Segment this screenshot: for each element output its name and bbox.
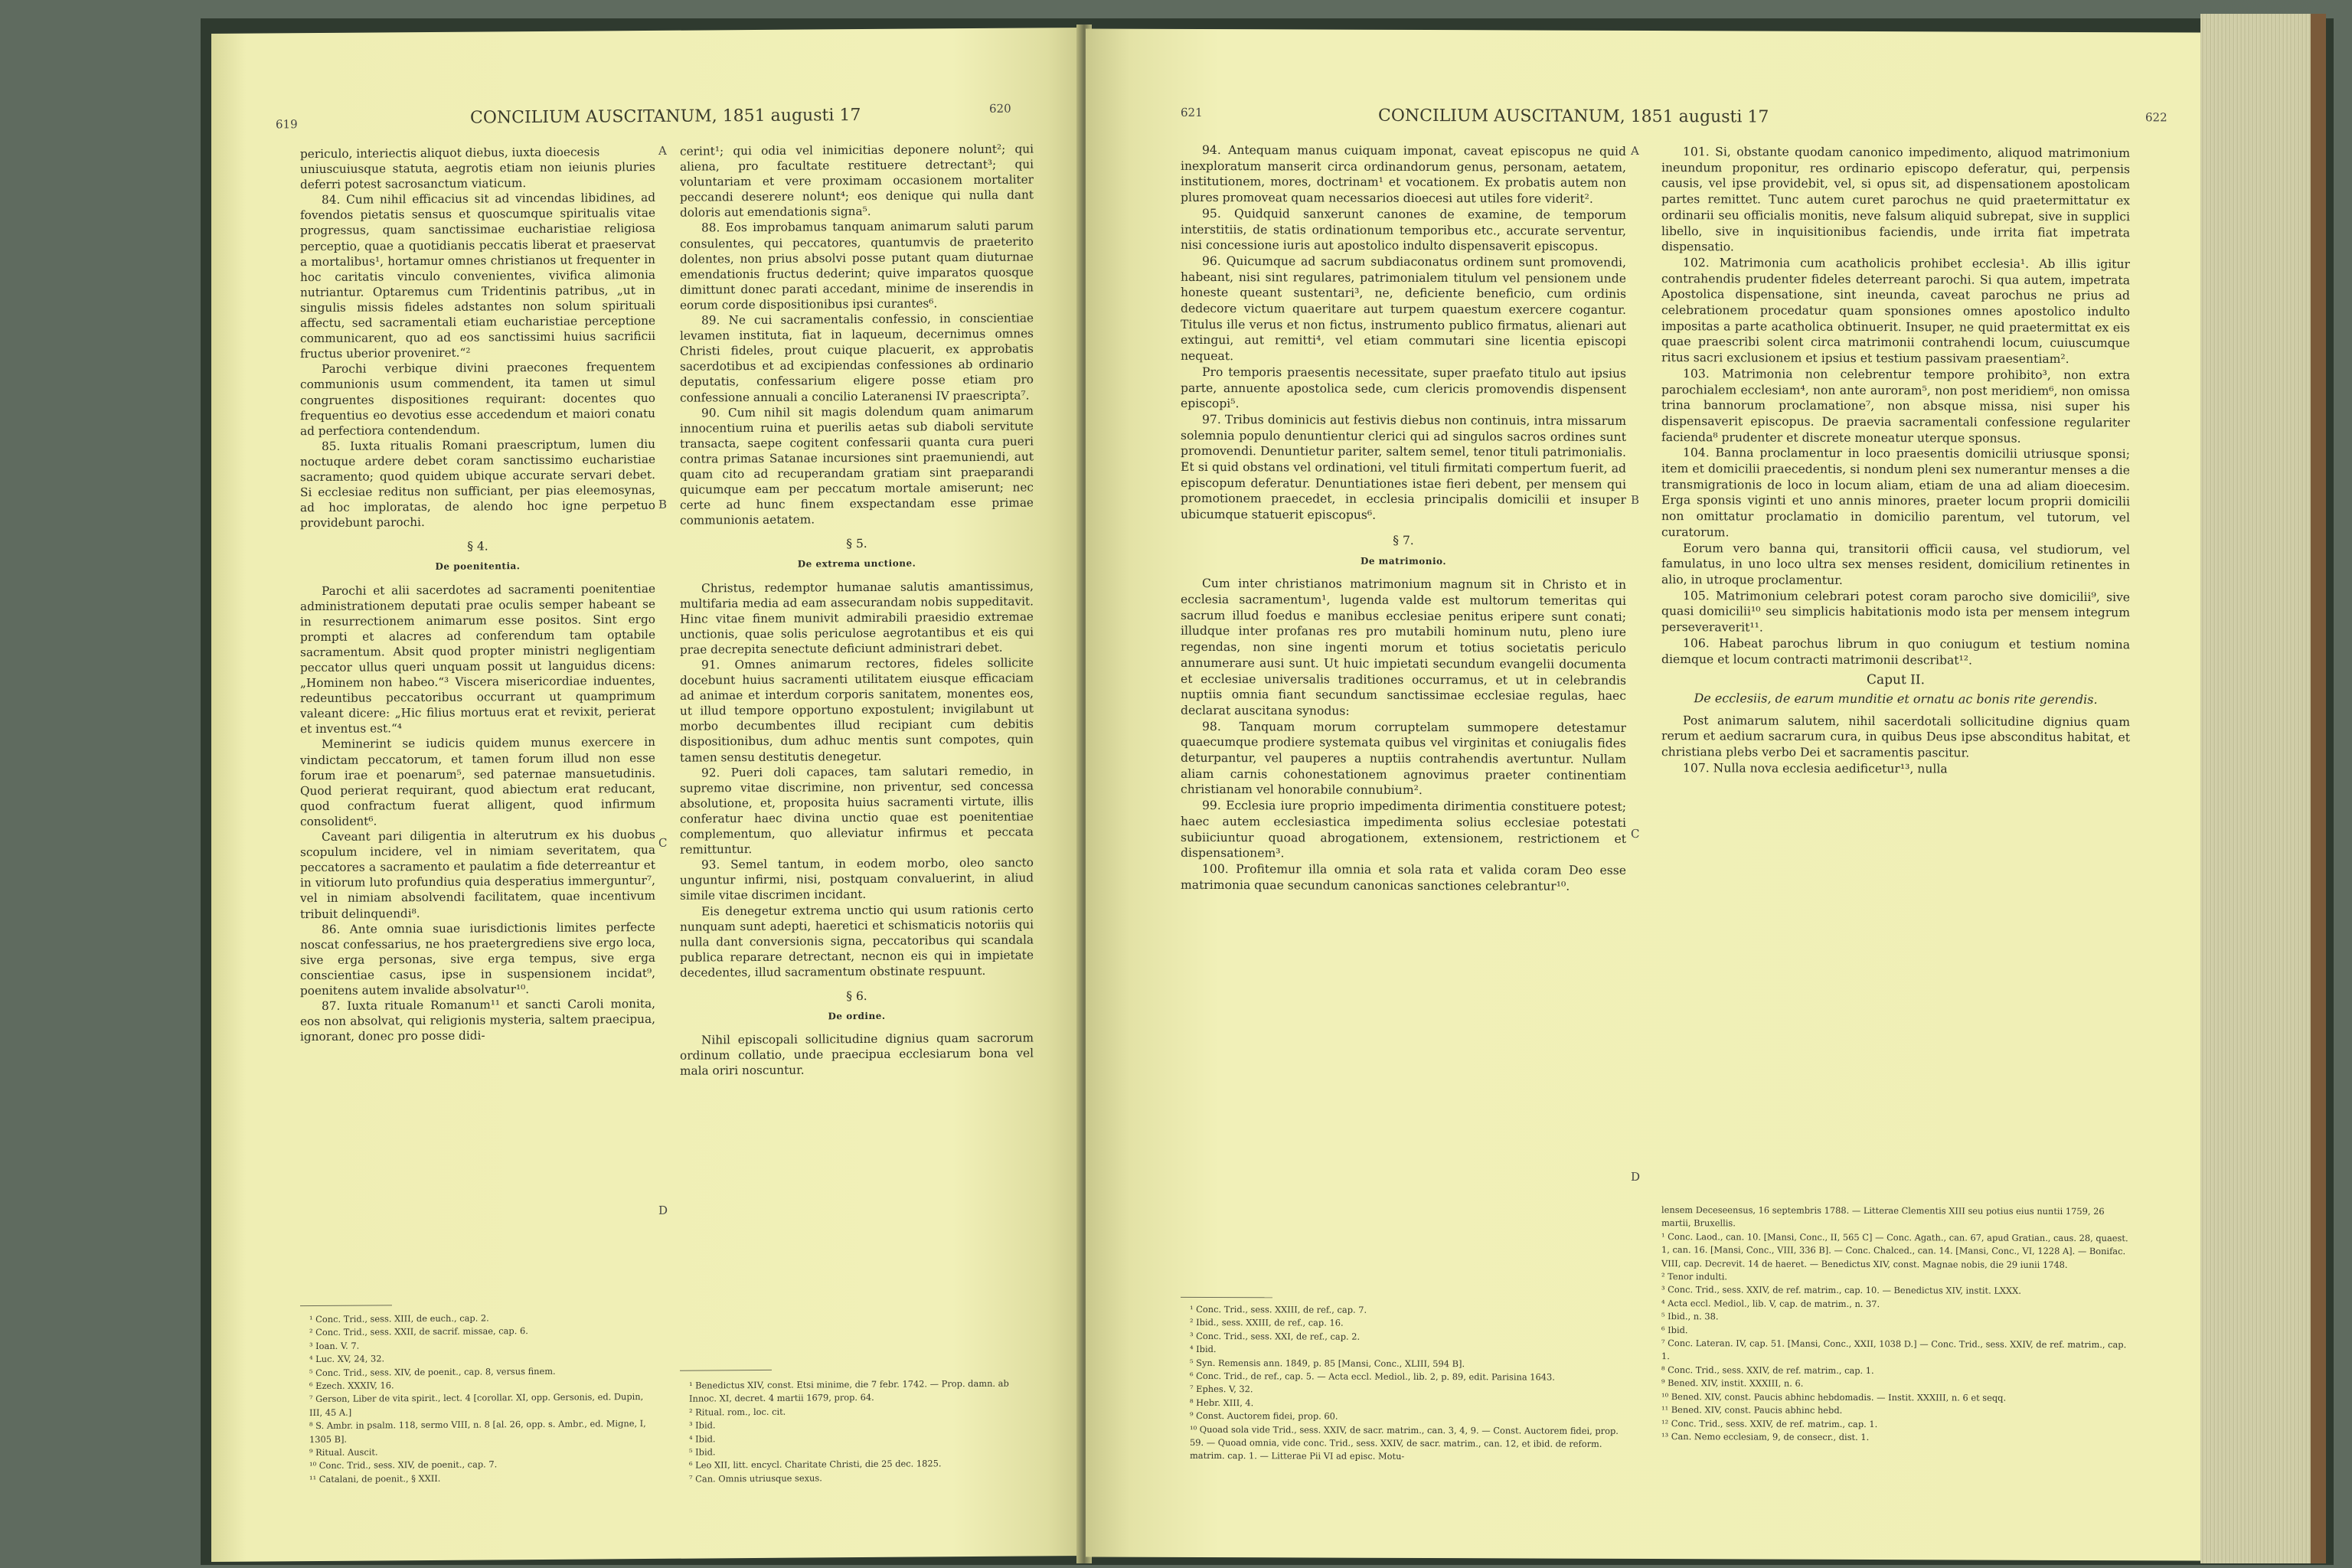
paragraph: 97. Tribus dominicis aut festivis diebus non continuis, intra missarum solemnia populo denuntientur clerici qui ad singulos sacros ordines sunt promovendi. Denuntietur pariter, saltem semel, tenor tituli patrimonialis. Et si quid obstans vel ordinationi, vel tituli firmitati compertum fuerit, ad episcopum deferatur. Denuntiationes istae fieri debent, per mensem qui promotionem praecedet, in ecclesia principalis domicilii et insuper ubicumque statuerit episcopus⁶. bbox=[1181, 412, 1626, 522]
paragraph: Eorum vero banna qui, transitorii officii causa, vel studiorum, vel famulatus, in uno loco ultra sex menses resident, domicilium retinentes in alio, in utroque proclamentur. bbox=[1661, 541, 2130, 587]
footnote: ¹⁰ Bened. XIV, const. Paucis abhinc hebdomadis. — Instit. XXXIII, n. 6 et seqq. bbox=[1661, 1390, 2007, 1403]
section-number: § 6. bbox=[846, 988, 867, 1004]
footnotes-left-a bbox=[309, 1311, 655, 1486]
footnote: ⁷ Conc. Lateran. IV, cap. 51. [Mansi, Conc., XXII, 1038 D.] — Conc. Trid., sess. XXIV, de ref. matrim., cap. 1. bbox=[1661, 1338, 2127, 1362]
paragraph: 88. Eos improbamus tanquam animarum saluti parum consulentes, qui peccatores, quantumvis de praeterito dolentes, non prius absolvi posse putant quam diuturnae emendationis fructus dederint; quive imparatos quosque dimittunt donec parati accedant, minime de inserendis in eorum corde dispositionibus ipsi curantes⁶. bbox=[680, 218, 1034, 312]
page-number-right: 621 bbox=[1181, 105, 1203, 119]
footnote: lensem Deceseensus, 16 septembris 1788. — Litterae Clementis XIII seu potius eius nuntii 1759, 26 martii, Bruxellis. bbox=[1661, 1204, 2105, 1229]
right-page bbox=[1086, 28, 2200, 1560]
margin-letter: B bbox=[658, 497, 668, 511]
paragraph: 93. Semel tantum, in eodem morbo, oleo sancto unguntur infirmi, nisi, postquam convaluerint, in aliud simile vitae discrimen incidant. bbox=[680, 855, 1034, 903]
footnote: ⁶ Ibid. bbox=[1661, 1324, 1688, 1335]
paragraph: 86. Ante omnia suae iurisdictionis limites perfecte noscat confessarius, ne hos praetergrediens sive ergo loca, sive erga personas, sive erga tempus, sive erga conscientiae casus, ipse in suspensionem incidat⁹, poenitens autem invalide absolvatur¹⁰. bbox=[300, 920, 655, 998]
footnote: ⁷ Gerson, Liber de vita spirit., lect. 4 [corollar. XI, opp. Gersonis, ed. Dupin, III, 45 A.] bbox=[309, 1391, 644, 1418]
footnote: ⁵ Ibid., n. 38. bbox=[1661, 1311, 1719, 1322]
paragraph: 99. Ecclesia iure proprio impedimenta dirimentia constituere potest; haec autem ecclesiastica impedimenta solius ecclesiae potestati subiiciuntur quoad abrogationem, extensionem, restrictionem et dispensationem³. bbox=[1181, 799, 1626, 861]
left-col-a bbox=[300, 144, 655, 1045]
section-number: § 5. bbox=[846, 537, 867, 551]
section-number: § 4. bbox=[467, 539, 488, 554]
footnote-rule bbox=[1181, 1297, 1272, 1298]
footnote: ² Ibid., sess. XXIII, de ref., cap. 16. bbox=[1190, 1317, 1344, 1329]
margin-letter: C bbox=[658, 835, 668, 850]
footnote-rule bbox=[300, 1305, 392, 1306]
paragraph: 91. Omnes animarum rectores, fideles sollicite docebunt huius sacramenti utilitatem eiusque efficaciam ad animae et interdum corporis sanitatem, monentes eos, ut illud tempore opportuno expostulent; invigilabunt ut morbo decumbentes illud recipiant cum debitis dispositionibus, dum adhuc mentis sunt compotes, quin tamen sensu destitutis denegetur. bbox=[680, 655, 1034, 765]
footnote: ⁴ Ibid. bbox=[689, 1432, 716, 1445]
footnote: ² Conc. Trid., sess. XXII, de sacrif. missae, cap. 6. bbox=[309, 1325, 528, 1338]
footnote: ⁷ Ephes. V, 32. bbox=[1190, 1383, 1253, 1395]
footnote: ³ Conc. Trid., sess. XXI, de ref., cap. 2. bbox=[1190, 1330, 1361, 1342]
paragraph: 87. Iuxta rituale Romanum¹¹ et sancti Caroli monita, eos non absolvat, qui religionis mysteria, saltem praecipua, ignorant, donec pro posse didi- bbox=[300, 996, 655, 1044]
footnote: ¹² Conc. Trid., sess. XXIV, de ref. matrim., cap. 1. bbox=[1661, 1417, 1878, 1429]
footnote: ⁸ Conc. Trid., sess. XXIV, de ref. matrim., cap. 1. bbox=[1661, 1364, 1874, 1376]
footnote: ¹ Benedictus XIV, const. Etsi minime, die 7 febr. 1742. — Prop. damn. ab Innoc. XI, decret. 4 martii 1679, prop. 64. bbox=[689, 1377, 1009, 1405]
footnote: ⁷ Can. Omnis utriusque sexus. bbox=[689, 1472, 822, 1485]
paragraph: 107. Nulla nova ecclesia aedificetur¹³, nulla bbox=[1683, 760, 1948, 776]
footnote: ² Tenor indulti. bbox=[1661, 1271, 1727, 1282]
paragraph: 92. Pueri doli capaces, tam salutari remedio, in supremo vitae discrimine, non priventur, sed concessa absolutione, et, proposita huius sacramenti virtute, illis conferatur haec divina unctio quae est poenitentiae complementum, quo alleviatur infirmus et peccata remittuntur. bbox=[680, 763, 1034, 857]
footnote: ⁹ Bened. XIV, instit. XXXIII, n. 6. bbox=[1661, 1377, 1804, 1390]
paragraph: 101. Si, obstante quodam canonico impedimento, aliquod matrimonium ineundum proponitur, res ordinario episcopo deferatur, qui, perpensis causis, vel ipse providebit, vel, si opus sit, ad dispensationem apostolicam partes remittet. Tunc autem curet parochus ne quid praetermittatur ex ordinarii seu officialis monitis, neve falsum aliquid subrepat, sive in supplici libello, sive in inquisitionibus faciendis, unde irrita fiat impetrata dispensatio. bbox=[1661, 145, 2130, 254]
footnote: ⁶ Leo XII, litt. encycl. Charitate Christi, die 25 dec. 1825. bbox=[689, 1458, 942, 1472]
page-number-right-2: 622 bbox=[2145, 110, 2167, 125]
paragraph: 106. Habeat parochus librum in quo coniugum et testium nomina diemque et locum contracti matrimonii describat¹². bbox=[1661, 635, 2130, 668]
footnote: ⁵ Conc. Trid., sess. XIV, de poenit., cap. 8, versus finem. bbox=[309, 1365, 556, 1378]
paragraph: Christus, redemptor humanae salutis amantissimus, multifaria media ad eam assecurandam nobis suppeditavit. Hinc vitae finem munivit admirabili praesidio extremae unctionis, quae solis periculose aegrotantibus et eis qui prae decrepita senectute deficiunt administrari debet. bbox=[680, 579, 1034, 657]
paragraph: uniuscuiusque statuta, aegrotis etiam non ieiunis pluries deferri potest sacrosanctum viaticum. bbox=[300, 160, 655, 192]
section-number: § 7. bbox=[1393, 533, 1414, 547]
paragraph: 85. Iuxta ritualis Romani praescriptum, lumen diu noctuque ardere debet coram sanctissimo eucharistiae sacramento; quod quidem ubique accurate servari debet. Si ecclesiae reditus non sufficiant, per pias eleemosynas, ad hoc imploratas, de alendo hoc igne perpetuo providebunt parochi. bbox=[300, 436, 655, 531]
footnote: ⁹ Ritual. Auscit. bbox=[309, 1446, 378, 1459]
footnotes-left-b bbox=[689, 1377, 1034, 1485]
footnote: ⁸ S. Ambr. in psalm. 118, sermo VIII, n. 8 [al. 26, opp. s. Ambr., ed. Migne, I, 1305 B]. bbox=[309, 1418, 646, 1445]
paragraph: Eis denegetur extrema unctio qui usum rationis certo nunquam sunt adepti, haeretici et schismaticis notoriis qui nulla dant conversionis signa, peccatoribus qui scandala publica reparare detrectant, necnon eis qui in impietate decedentes, illud sacramentum obstinate respuunt. bbox=[680, 901, 1034, 980]
footnote: ¹¹ Bened. XIV, const. Paucis abhinc hebd. bbox=[1661, 1404, 1843, 1416]
section-title: De poenitentia. bbox=[435, 560, 521, 573]
footnote: ⁴ Ibid. bbox=[1190, 1344, 1217, 1355]
footnote: ¹¹ Catalani, de poenit., § XXII. bbox=[309, 1472, 441, 1485]
footnote: ⁵ Ibid. bbox=[689, 1446, 716, 1458]
paragraph: 100. Profitemur illa omnia et sola rata et valida coram Deo esse matrimonia quae secundum canonicas sanctiones celebrantur¹⁰. bbox=[1181, 861, 1626, 893]
margin-letter: D bbox=[658, 1203, 668, 1217]
footnote: ⁴ Acta eccl. Mediol., lib. V, cap. de matrim., n. 37. bbox=[1661, 1297, 1880, 1309]
section-title: De matrimonio. bbox=[1360, 555, 1447, 567]
page-number-left: 619 bbox=[276, 117, 298, 132]
footnote: ⁸ Hebr. XIII, 4. bbox=[1190, 1396, 1254, 1409]
left-page bbox=[211, 28, 1083, 1562]
paragraph: Parochi verbique divini praecones frequentem communionis usum commendent, ita tamen ut simul congruentes dispositiones requirant: docentes quo frequentius eo devotius esse accedendum et maiori conatu ad perfectiora contendendum. bbox=[300, 360, 655, 438]
paragraph: Caveant pari diligentia in alterutrum ex his duobus scopulum incidere, vel in nimiam severitatem, qua peccatores a sacramento et paulatim a fide deterreantur et in vitiorum luto profundius quia desperatius immerguntur⁷, vel in nimiam absolvendi facilitatem, quae incentivum tribuit delinquendi⁸. bbox=[300, 827, 655, 921]
running-header-right bbox=[1378, 106, 1769, 127]
footnote: ⁴ Luc. XV, 24, 32. bbox=[309, 1353, 385, 1365]
section-title: De extrema unctione. bbox=[797, 557, 916, 570]
right-col-a bbox=[1181, 142, 1626, 894]
paragraph: Pro temporis praesentis necessitate, super praefato titulo aut ipsius parte, annuente apostolica sede, cum clericis promovendis dispensent episcopi⁵. bbox=[1181, 364, 1626, 411]
footnote: ⁹ Const. Auctorem fidei, prop. 60. bbox=[1190, 1410, 1338, 1422]
chapter-subtitle: De ecclesiis, de earum munditie et ornatu ac bonis rite gerendis. bbox=[1694, 691, 2098, 707]
margin-letter: A bbox=[1631, 143, 1639, 158]
footnotes-right-b bbox=[1661, 1204, 2130, 1445]
header-text: CONCILIUM AUSCITANUM, 1851 augusti 17 bbox=[470, 106, 861, 128]
paragraph: 96. Quicumque ad sacrum subdiaconatus ordinem sunt promovendi, habeant, nisi sint regulares, patrimonialem titulum vel pensionem unde honeste queant sustentari³, ne, deficiente beneficio, cum ordinis dedecore victum quaeritare aut turpem quaestum exercere cogantur. Titulus ille verus et non fictus, instrumento publico firmatus, alienari aut extingui, aut remitti⁴, vel etiam commutari sine licentia episcopi nequeat. bbox=[1181, 253, 1626, 364]
paragraph: 104. Banna proclamentur in loco praesentis domicilii utriusque sponsi; item et domicilii praecedentis, si nondum pleni sex numerantur menses a die transmigrationis de loco in locum aliam, etiam de una ad aliam dioecesim. Erga sponsis viginti et uno annis minores, praeter locum proprii domicilii non omittatur proclamatio in domicilio parentum, vel tutorum, vel curatorum. bbox=[1661, 446, 2130, 540]
footnote: ¹³ Can. Nemo ecclesiam, 9, de consecr., dist. 1. bbox=[1661, 1430, 1870, 1442]
paragraph: 105. Matrimonium celebrari potest coram parocho sive domicilii⁹, sive quasi domicilii¹⁰ seu simplicis habitationis modo ista per mensem integrum perseveraverit¹¹. bbox=[1661, 588, 2130, 635]
footnote-rule bbox=[680, 1370, 772, 1371]
section-title: De ordine. bbox=[828, 1010, 886, 1022]
footnote: ³ Ibid. bbox=[689, 1419, 716, 1431]
paragraph: 90. Cum nihil sit magis dolendum quam animarum innocentium ruina et puerilis aetas sub diaboli servitute transacta, saepe cogitent confessarii quanta cura pueri contra primas Satanae incursiones sint praemuniendi, aut quam cito ad recuperandam gratiam sint praeparandi quicumque eam per peccatum mortale amiserunt; nec certe ad hunc finem exspectandam esse primae communionis aetatem. bbox=[680, 403, 1034, 528]
footnote: ² Ritual. rom., loc. cit. bbox=[689, 1406, 786, 1418]
margin-letter: A bbox=[658, 143, 667, 158]
footnote: ¹ Conc. Trid., sess. XXIII, de ref., cap. 7. bbox=[1190, 1303, 1367, 1315]
running-header-left bbox=[470, 106, 861, 128]
paragraph: Post animarum salutem, nihil sacerdotali sollicitudine dignius quam rerum et aedium sacrarum cura, in quibus Deus ipse absconditus habitat, et christiana plebs verbo Dei et sacramentis pascitur. bbox=[1661, 713, 2130, 760]
paragraph: Nihil episcopali sollicitudine dignius quam sacrorum ordinum collatio, unde praecipua ecclesiarum bona vel mala oriri noscuntur. bbox=[680, 1031, 1034, 1079]
footnote: ⁶ Conc. Trid., de ref., cap. 5. — Acta eccl. Mediol., lib. 2, p. 89, edit. Parisina 1643. bbox=[1190, 1370, 1555, 1383]
footnotes-right-a bbox=[1190, 1303, 1626, 1465]
paragraph: 102. Matrimonia cum acatholicis prohibet ecclesia¹. Ab illis igitur contrahendis prudenter fideles deterreant parochi. Si qua autem, impetrata Apostolica dispensatione, sint ineunda, caveat parochus ne prius ad celebrationem procedatur quam sponsiones omnes apostolico indulto impositas a parte acatholica obtinuerit. Insuper, ne quid praetermittat ex eis quae praescribi solent circa matrimonii contrahendi locum, cuiuscumque ritus sacri exclusionem et ipsius et testium passivam praesentiam². bbox=[1661, 256, 2130, 367]
footnote: ³ Ioan. V. 7. bbox=[309, 1340, 360, 1351]
paragraph: 84. Cum nihil efficacius sit ad vincendas libidines, ad fovendos pietatis sensus et quoscumque spiritualis vitae progressus, quam sanctissimae eucharistiae religiosa perceptio, quae a quotidianis peccatis liberat et praeservat a mortalibus¹, hortamur omnes christianos ut frequenter in hoc caritatis vinculo convenientes, vivifica alimonia nutriantur. Optaremus cum Tridentinis patribus, „ut in singulis missis fideles adstantes non solum spirituali affectu, sed sacramentali etiam eucharistiae perceptione communicarent, quo ad eos sanctissimi huius sacrificii fructus uberior proveniret.“² bbox=[300, 191, 655, 361]
paragraph: Meminerint se iudicis quidem munus exercere in vindictam peccatorum, et tamen forum illud non esse forum irae et poenarum⁵, sed paternae mansuetudinis. Quod perierat requirant, quod abiectum erat reducant, quod confractum fuerat alligent, quod infirmum consolident⁶. bbox=[300, 735, 655, 829]
footnote: ⁵ Syn. Remensis ann. 1849, p. 85 [Mansi, Conc., XLIII, 594 B]. bbox=[1190, 1357, 1465, 1369]
footnote: ¹ Conc. Laod., can. 10. [Mansi, Conc., II, 565 C] — Conc. Agath., can. 67, apud Gratian., caus. 28, quaest. 1, can. 16. [Mansi, Conc., VIII, 336 B]. — Conc. Chalced., can. 14. [Mansi, Conc., VI, 1228 A]. — Bonifac. VIII, cap. Decrevit. 14 de haeret. — Benedictus XIV, const. Magnae nobis, die 29 iunii 1748. bbox=[1661, 1230, 2128, 1270]
chapter-heading: Caput II. bbox=[1866, 672, 1926, 688]
right-col-b bbox=[1661, 144, 2130, 778]
paragraph: Cum inter christianos matrimonium magnum sit in Christo et in ecclesia sacramentum¹, lugenda valde est multorum temeritas qui sacrum illud foedus e manibus ecclesiae penitus eripere sunt conati; illudque inter profanas res pro mutabili hominum nutu, pleno iure regendas, non sine ingenti morum et totius societatis periculo annumerare ausi sunt. Ut huic impietati secundum evangelii documenta et ecclesiae universalis traditiones occurramus, et ut in celebrandis nuptiis omnia fiant secundum sanctissimae ecclesiae regulas, haec declarat auscitana synodus: bbox=[1181, 577, 1626, 718]
footnote: ¹⁰ Quoad sola vide Trid., sess. XXIV, de sacr. matrim., can. 3, 4, 9. — Const. Auctorem fidei, prop. 59. — Quoad omnia, vide conc. Trid., sess. XXIV, de sacr. matrim., can. 12, et ibid. de reform. matrim. cap. 1. — Litterae Pii VI ad episc. Motu- bbox=[1190, 1423, 1619, 1462]
paragraph: Parochi et alii sacerdotes ad sacramenti poenitentiae administrationem deputati prae oculis semper habeant se in resurrectionem animarum esse positos. Sint ergo prompti et alacres ad conferendum tam optabile sacramentum. Absit quod propter ministri negligentiam peccator ullus queri unquam possit ut languidus dicens: „Hominem non habeo.“³ Viscera misericordiae induentes, redeuntibus peccatoribus occurrant ut quamprimum valeant dicere: „Hic filius mortuus erat et revixit, perierat et inventus est.“⁴ bbox=[300, 581, 655, 737]
footnote: ¹ Conc. Trid., sess. XIII, de euch., cap. 2. bbox=[309, 1312, 489, 1325]
paragraph: 103. Matrimonia non celebrentur tempore prohibito³, non extra parochialem ecclesiam⁴, non ante auroram⁵, non post meridiem⁶, non omissa trina bannorum proclamatione⁷, non absque missa, nisi super his dispensaverit episcopus. De praevia sacramentali confessione regulariter facienda⁸ prudenter et discrete moneatur uterque sponsus. bbox=[1661, 367, 2130, 446]
paragraph: 89. Ne cui sacramentalis confessio, in conscientiae levamen instituta, fiat in laqueum, decernimus omnes Christi fideles, prout cuique placuerit, ex approbatis sacerdotibus et ad excipiendas confessiones ab ordinario deputatis, confessarium eligere posse etiam pro confessione annuali a concilio Lateranensi IV praescripta⁷. bbox=[680, 311, 1034, 405]
margin-letter: D bbox=[1631, 1169, 1641, 1184]
page-edges bbox=[2200, 14, 2311, 1563]
footnote: ⁶ Ezech. XXXIV, 16. bbox=[309, 1380, 394, 1392]
header-text: CONCILIUM AUSCITANUM, 1851 augusti 17 bbox=[1378, 106, 1769, 127]
margin-letter: B bbox=[1631, 492, 1640, 507]
page-number-left-2: 620 bbox=[989, 101, 1011, 116]
margin-letter: C bbox=[1631, 826, 1640, 841]
footnote: ³ Conc. Trid., sess. XXIV, de ref. matrim., cap. 10. — Benedictus XIV, instit. LXXX. bbox=[1661, 1284, 2021, 1297]
paragraph: 95. Quidquid sanxerunt canones de examine, de temporum interstitiis, de statis ordinationum temporibus etc., accurate serventur, nisi concessione iuris aut apostolico indulto dispensaverit episcopus. bbox=[1181, 206, 1626, 254]
left-col-b bbox=[680, 141, 1034, 1079]
paragraph: cerint¹; qui odia vel inimicitias deponere nolunt²; qui aliena, pro facultate restituere detrectant³; qui voluntariam et vere proximam occasionem mortaliter peccandi deserere nolunt⁴; eos denique qui nulla dant doloris aut emendationis signa⁵. bbox=[680, 142, 1034, 220]
paragraph: periculo, interiectis aliquot diebus, iuxta dioecesis bbox=[300, 145, 600, 162]
paragraph: 98. Tanquam morum corruptelam summopere detestamur quaecumque prodiere systemata quibus vel virginitas et coniugalis fides deturpantur, vel pauperes a nuptiis contrahendis avertuntur. Nullam aliam carnis cohonestationem agnovimus praeter continentiam christianam vel honorabile connubium². bbox=[1181, 719, 1626, 798]
paragraph: 94. Antequam manus cuiquam imponat, caveat episcopus ne quid inexploratum manserit circa ordinandorum genus, personam, aetatem, institutionem, mores, doctrinam¹ et vocationem. Ex probatis autem non plures promoveat quam necessarios dioecesi aut utiles fore viderit². bbox=[1181, 142, 1626, 206]
footnote: ¹⁰ Conc. Trid., sess. XIV, de poenit., cap. 7. bbox=[309, 1459, 498, 1472]
